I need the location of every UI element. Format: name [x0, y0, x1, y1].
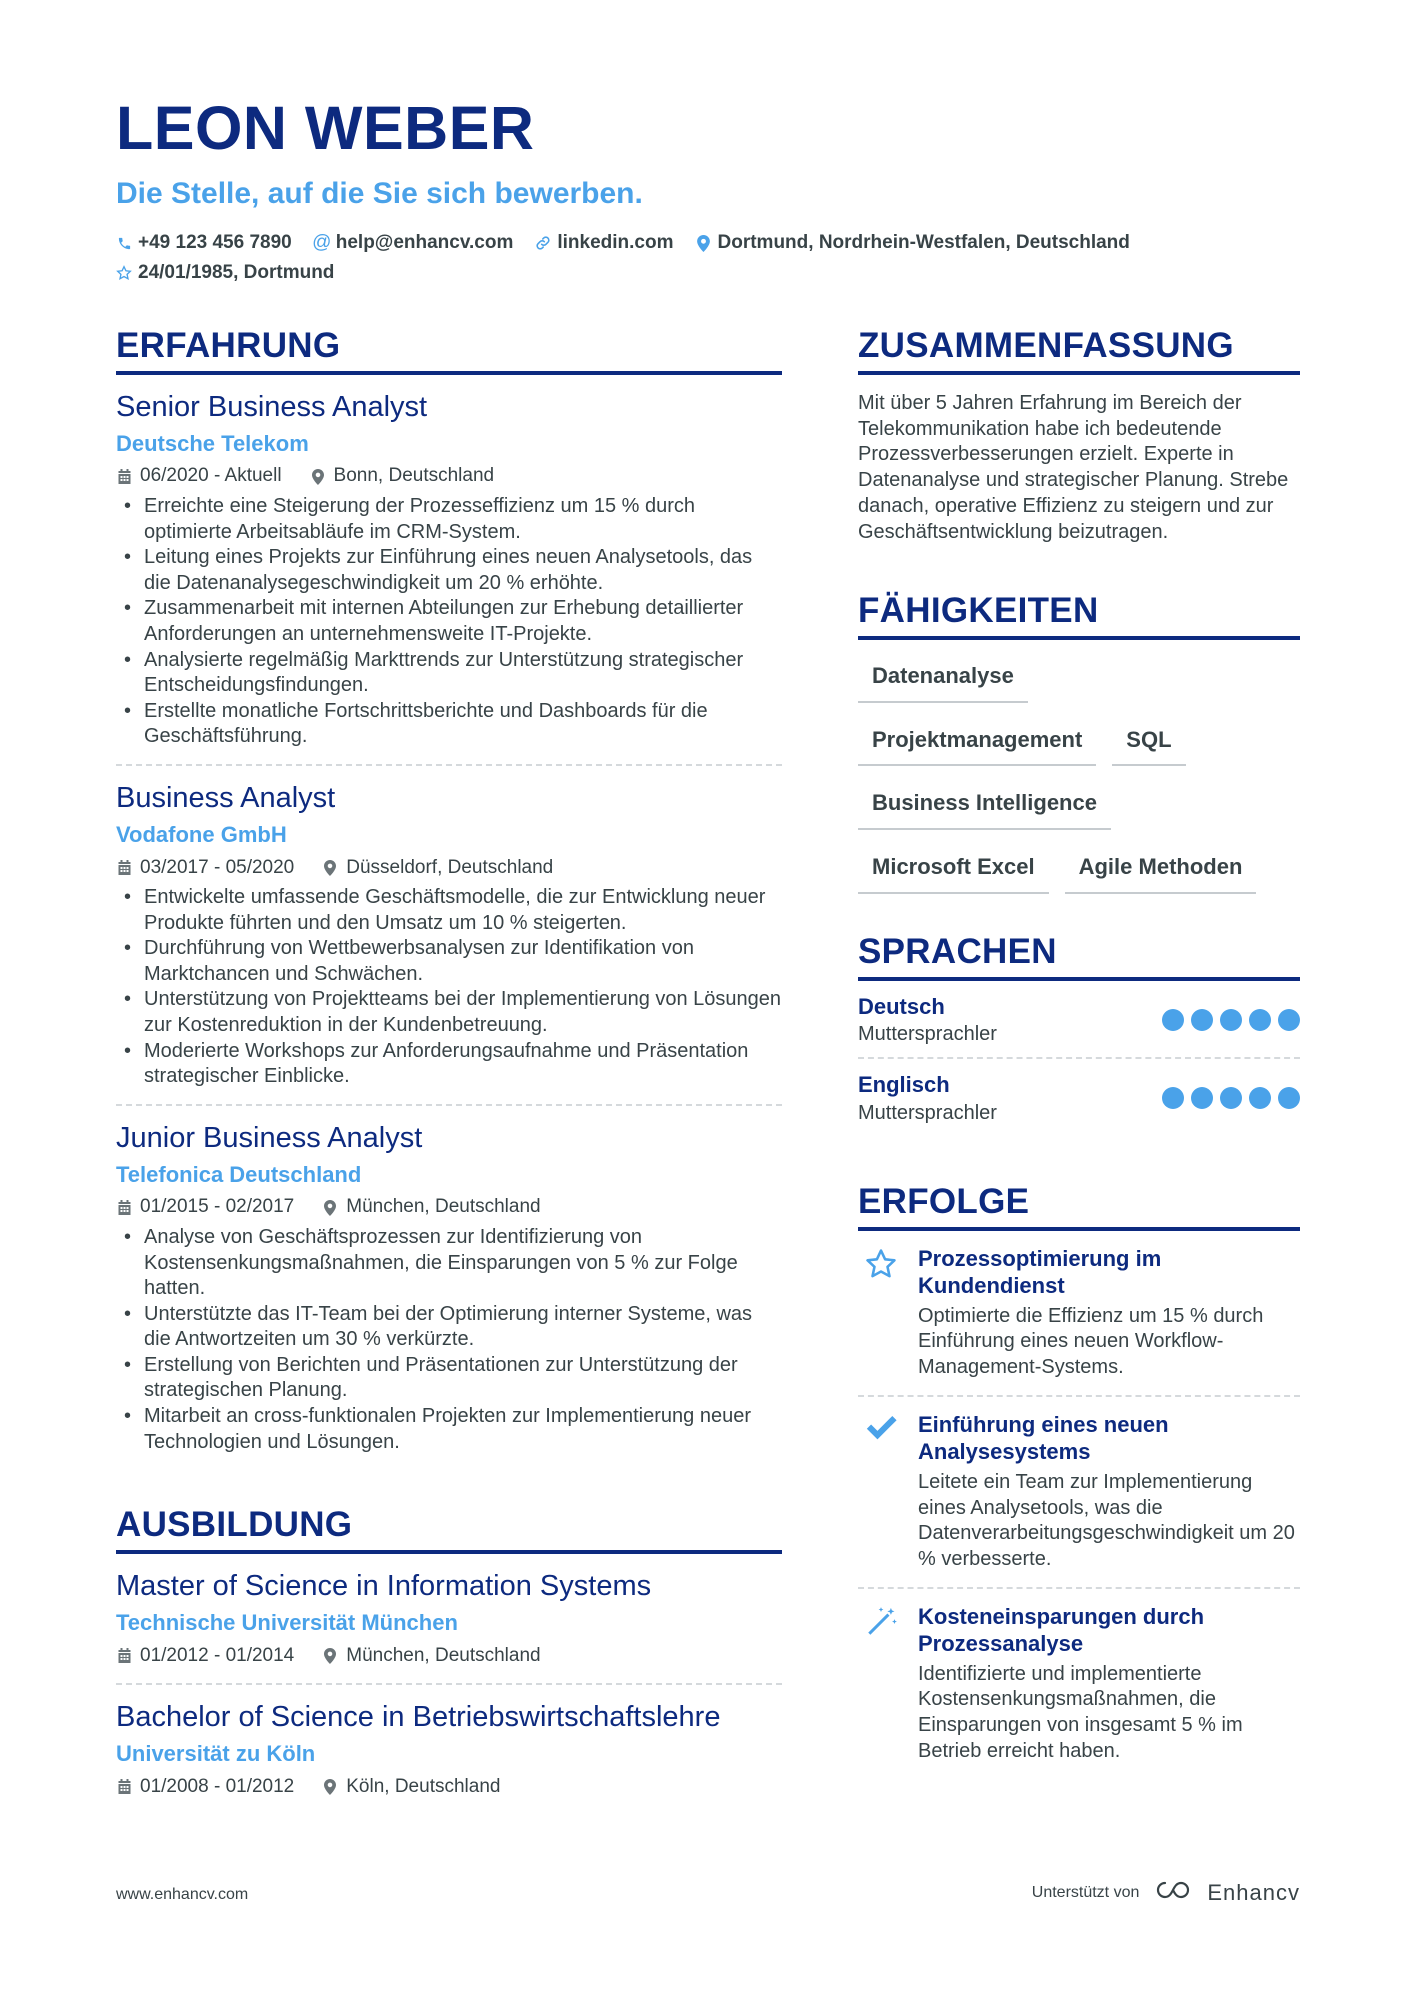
phone-icon: [116, 234, 132, 252]
check-icon: [858, 1411, 904, 1573]
rating-dot: [1162, 1009, 1184, 1031]
achievement-title: Kosteneinsparungen durch Prozessanalyse: [918, 1603, 1205, 1657]
education-heading: AUSBILDUNG: [116, 1507, 782, 1554]
language-rating: [1162, 1009, 1300, 1031]
map-pin-icon: [322, 1778, 338, 1796]
bullet-item: • Erstellte monatliche Fortschrittsberichte und Dashboards für die Geschäftsführung.: [116, 699, 782, 750]
job-meta: [116, 1194, 782, 1221]
job-bullets: [116, 1225, 782, 1455]
contact-phone[interactable]: [116, 232, 292, 254]
rating-dot: [1191, 1009, 1213, 1031]
achievement-entry: [858, 1589, 1300, 1779]
map-pin-icon: [696, 234, 712, 252]
language-level: Muttersprachler: [858, 1023, 997, 1046]
bullet-item: • Entwickelte umfassende Geschäftsmodelle, die zur Entwicklung neuer Produkte führten und den Umsatz um 10 % steigerten.: [116, 885, 782, 936]
map-pin-icon: [322, 1199, 338, 1217]
language-rating: [1162, 1087, 1300, 1109]
school-name: Universität zu Köln: [116, 1741, 316, 1767]
education-dates: 01/2008 - 01/2012: [140, 1775, 295, 1797]
degree-title: Master of Science in Information Systems: [116, 1570, 652, 1603]
at-icon: @: [312, 232, 332, 253]
enhancv-logo-icon: [1151, 1878, 1195, 1907]
contact-info: [116, 228, 1316, 288]
language-name: Englisch: [858, 1072, 950, 1098]
calendar-icon: [116, 1778, 132, 1796]
right-column: [858, 328, 1300, 1779]
footer-branding: [1032, 1878, 1300, 1907]
job-company: Vodafone GmbH: [116, 821, 287, 847]
contact-linkedin[interactable]: [535, 232, 673, 254]
job-meta: [116, 855, 782, 882]
job-dates: 06/2020 - Aktuell: [140, 465, 282, 487]
footer-website[interactable]: www.enhancv.com: [116, 1886, 249, 1903]
bullet-item: • Analyse von Geschäftsprozessen zur Identifizierung von Kostensenkungsmaßnahmen, die Einsparungen von 5 % zur Folge hatten.: [116, 1225, 782, 1302]
job-dates: 01/2015 - 02/2017: [140, 1196, 295, 1218]
powered-by-text: Unterstützt von: [1031, 1883, 1140, 1901]
job-company: Deutsche Telekom: [116, 430, 309, 456]
language-name: Deutsch: [858, 993, 945, 1019]
skill-tag: SQL: [1112, 720, 1185, 767]
brand-name: Enhancv: [1207, 1879, 1300, 1905]
experience-entry: [116, 1106, 782, 1455]
link-icon: [535, 234, 551, 252]
degree-title: Bachelor of Science in Betriebswirtschaftslehre: [116, 1701, 721, 1734]
language-level: Muttersprachler: [858, 1101, 997, 1124]
phone-text: +49 123 456 7890: [138, 232, 292, 253]
map-pin-icon: [322, 859, 338, 877]
rating-dot: [1249, 1087, 1271, 1109]
job-dates: 03/2017 - 05/2020: [140, 856, 295, 878]
job-location: München, Deutschland: [346, 1196, 541, 1218]
education-entry: [116, 1554, 782, 1685]
job-bullets: [116, 494, 782, 750]
contact-birth: [116, 262, 334, 284]
calendar-icon: [116, 1199, 132, 1217]
bullet-item: • Mitarbeit an cross-funktionalen Projekten zur Implementierung neuer Technologien und Lösungen.: [116, 1404, 782, 1455]
rating-dot: [1278, 1087, 1300, 1109]
location-text: Dortmund, Nordrhein-Westfalen, Deutschland: [717, 232, 1130, 253]
contact-location: [696, 232, 1130, 254]
skill-tag: Datenanalyse: [858, 656, 1028, 703]
job-title: Business Analyst: [116, 782, 336, 815]
rating-dot: [1220, 1009, 1242, 1031]
skill-tag: Business Intelligence: [858, 783, 1111, 830]
achievement-title: Einführung eines neuen Analysesystems: [918, 1411, 1169, 1465]
star-icon: [858, 1245, 904, 1381]
candidate-name: LEON WEBER: [116, 94, 535, 162]
job-location: Bonn, Deutschland: [333, 465, 495, 487]
education-meta: [116, 1774, 782, 1801]
skill-tag: Projektmanagement: [858, 720, 1096, 767]
left-column: [116, 328, 782, 1800]
summary-text: Mit über 5 Jahren Erfahrung im Bereich der Telekommunikation habe ich bedeutende Prozessverbesserungen erzielt. Experte in Datenanalyse und strategischer Planung. Strebe danach, operative Effizienz zu steigern und zur Geschäftsentwicklung beizutragen.: [858, 392, 1289, 543]
magic-wand-icon: [858, 1603, 904, 1765]
summary-heading: ZUSAMMENFASSUNG: [858, 328, 1300, 375]
bullet-item: • Unterstützte das IT-Team bei der Optimierung interner Systeme, was die Antwortzeiten um 30 % verkürzte.: [116, 1302, 782, 1353]
bullet-item: • Durchführung von Wettbewerbsanalysen zur Identifikation von Marktchancen und Schwächen.: [116, 936, 782, 987]
calendar-icon: [116, 468, 132, 486]
education-dates: 01/2012 - 01/2014: [140, 1644, 295, 1666]
birth-text: 24/01/1985, Dortmund: [138, 262, 335, 283]
bullet-item: • Erstellung von Berichten und Präsentationen zur Unterstützung der strategischen Planung.: [116, 1353, 782, 1404]
job-title: Senior Business Analyst: [116, 391, 428, 423]
education-location: Köln, Deutschland: [346, 1775, 501, 1797]
job-title: Junior Business Analyst: [116, 1121, 423, 1154]
job-meta: [116, 463, 782, 490]
job-bullets: [116, 885, 782, 1090]
map-pin-icon: [310, 468, 326, 486]
job-company: Telefonica Deutschland: [116, 1161, 362, 1187]
skill-tag: Agile Methoden: [1065, 847, 1257, 894]
bullet-item: • Analysierte regelmäßig Markttrends zur Unterstützung strategischer Entscheidungsfindungen.: [116, 648, 782, 699]
email-text: help@enhancv.com: [335, 232, 514, 253]
skills-heading: FÄHIGKEITEN: [858, 593, 1300, 640]
education-meta: [116, 1643, 782, 1670]
job-location: Düsseldorf, Deutschland: [346, 856, 554, 878]
experience-entry: [116, 375, 782, 766]
bullet-item: • Erreichte eine Steigerung der Prozesseffizienz um 15 % durch optimierte Arbeitsabläufe im CRM-System.: [116, 494, 782, 545]
linkedin-text: linkedin.com: [557, 232, 674, 253]
achievement-description: Optimierte die Effizienz um 15 % durch Einführung eines neuen Workflow-Management-Systems.: [918, 1304, 1264, 1379]
language-entry: [858, 1059, 1300, 1136]
language-entry: [858, 981, 1300, 1058]
school-name: Technische Universität München: [116, 1609, 458, 1635]
achievements-heading: ERFOLGE: [858, 1184, 1300, 1231]
rating-dot: [1249, 1009, 1271, 1031]
target-role: Die Stelle, auf die Sie sich bewerben.: [116, 177, 643, 210]
achievement-title: Prozessoptimierung im Kundendienst: [918, 1245, 1162, 1299]
languages-heading: SPRACHEN: [858, 934, 1300, 981]
bullet-item: • Leitung eines Projekts zur Einführung eines neuen Analysetools, das die Datenanalysegeschwindigkeit um 20 % erhöhte.: [116, 545, 782, 596]
bullet-item: • Unterstützung von Projektteams bei der Implementierung von Lösungen zur Kostenreduktion in der Kundenbetreuung.: [116, 987, 782, 1038]
education-location: München, Deutschland: [346, 1644, 541, 1666]
achievement-entry: [858, 1231, 1300, 1395]
skills-list: [858, 656, 1300, 893]
contact-email[interactable]: [314, 232, 514, 254]
experience-entry: [116, 766, 782, 1106]
achievement-description: Leitete ein Team zur Implementierung eines Analysetools, was die Datenverarbeitungsgeschwindigkeit um 20 % verbesserte.: [918, 1470, 1295, 1570]
star-outline-icon: [116, 264, 132, 282]
calendar-icon: [116, 859, 132, 877]
experience-heading: ERFAHRUNG: [116, 328, 782, 375]
achievement-description: Identifizierte und implementierte Kostensenkungsmaßnahmen, die Einsparungen von insgesamt 5 % im Betrieb erreicht haben.: [918, 1662, 1243, 1762]
bullet-item: • Moderierte Workshops zur Anforderungsaufnahme und Präsentation strategischer Einblicke.: [116, 1039, 782, 1090]
skill-tag: Microsoft Excel: [858, 847, 1049, 894]
map-pin-icon: [322, 1647, 338, 1665]
rating-dot: [1278, 1009, 1300, 1031]
achievement-entry: [858, 1397, 1300, 1587]
rating-dot: [1191, 1087, 1213, 1109]
education-entry: [116, 1685, 782, 1800]
rating-dot: [1220, 1087, 1242, 1109]
calendar-icon: [116, 1647, 132, 1665]
bullet-item: • Zusammenarbeit mit internen Abteilungen zur Erhebung detaillierter Anforderungen an unternehmensweite IT-Projekte.: [116, 596, 782, 647]
rating-dot: [1162, 1087, 1184, 1109]
